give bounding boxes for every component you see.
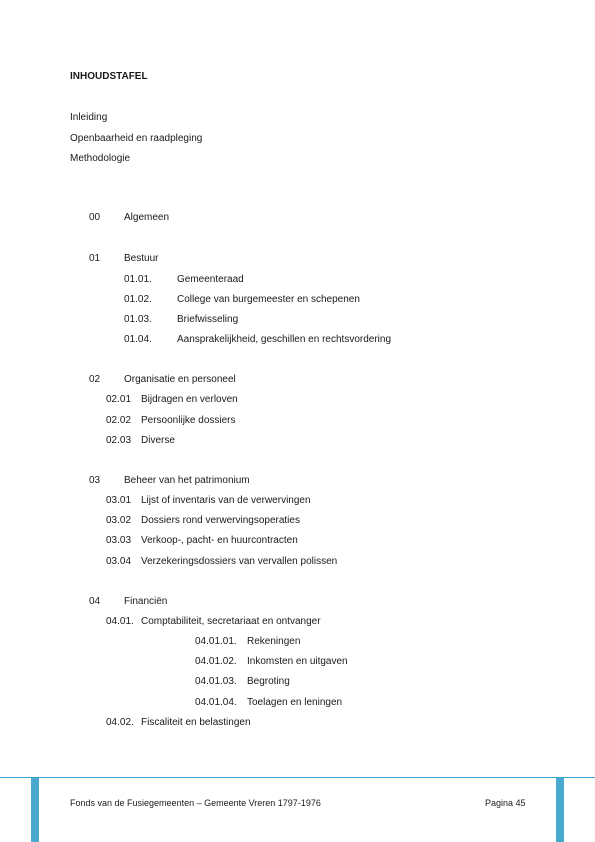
toc-subitem-number: 04.01.03. — [195, 676, 237, 687]
page-title: INHOUDSTAFEL — [70, 71, 148, 82]
toc-subitem-number: 04.01.01. — [195, 636, 237, 647]
toc-intro-methodologie: Methodologie — [70, 153, 131, 164]
toc-section-number: 02 — [89, 374, 101, 385]
toc-item-number: 01.04. — [124, 334, 152, 345]
toc-section-number: 04 — [89, 596, 101, 607]
toc-item-label: Gemeenteraad — [177, 274, 244, 285]
toc-item-label: Persoonlijke dossiers — [141, 415, 236, 426]
toc-item-label: Aansprakelijkheid, geschillen en rechtsvordering — [177, 334, 392, 345]
toc-section-number: 03 — [89, 475, 101, 486]
footer-page-number: Pagina 45 — [485, 798, 526, 808]
footer-divider — [0, 777, 595, 778]
toc-section-number: 00 — [89, 212, 101, 223]
toc-subitem-number: 04.01.04. — [195, 697, 237, 708]
toc-item-label: Verzekeringsdossiers van vervallen polissen — [141, 556, 338, 567]
toc-item-label: Briefwisseling — [177, 314, 239, 325]
toc-intro-inleiding: Inleiding — [70, 112, 108, 123]
toc-item-label: Diverse — [141, 435, 175, 446]
toc-subitem-label: Toelagen en leningen — [247, 697, 343, 708]
footer-title: Fonds van de Fusiegemeenten – Gemeente Vreren 1797-1976 — [70, 798, 321, 808]
toc-item-label: Comptabiliteit, secretariaat en ontvanger — [141, 616, 321, 627]
footer-right-bar — [556, 778, 564, 842]
toc-section-label: Bestuur — [124, 253, 159, 264]
toc-section-label: Beheer van het patrimonium — [124, 475, 250, 486]
toc-subitem-number: 04.01.02. — [195, 656, 237, 667]
toc-subitem-label: Inkomsten en uitgaven — [247, 656, 348, 667]
toc-section-number: 01 — [89, 253, 101, 264]
toc-item-number: 02.01 — [106, 394, 132, 405]
toc-item-number: 01.03. — [124, 314, 152, 325]
toc-intro-openbaarheid: Openbaarheid en raadpleging — [70, 133, 203, 144]
toc-item-number: 03.04 — [106, 556, 132, 567]
toc-item-number: 03.01 — [106, 495, 132, 506]
toc-section-label: Algemeen — [124, 212, 170, 223]
toc-section-label: Organisatie en personeel — [124, 374, 236, 385]
toc-item-number: 03.03 — [106, 535, 132, 546]
toc-item-number: 01.02. — [124, 294, 152, 305]
toc-item-number: 01.01. — [124, 274, 152, 285]
toc-item-number: 03.02 — [106, 515, 132, 526]
toc-item-number: 04.01. — [106, 616, 134, 627]
toc-item-label: Dossiers rond verwervingsoperaties — [141, 515, 300, 526]
toc-item-label: Lijst of inventaris van de verwervingen — [141, 495, 311, 506]
toc-item-number: 02.02 — [106, 415, 132, 426]
toc-item-label: College van burgemeester en schepenen — [177, 294, 360, 305]
toc-section-label: Financiën — [124, 596, 168, 607]
toc-subitem-label: Rekeningen — [247, 636, 301, 647]
toc-subitem-label: Begroting — [247, 676, 290, 687]
toc-item-label: Bijdragen en verloven — [141, 394, 238, 405]
toc-item-label: Verkoop-, pacht- en huurcontracten — [141, 535, 298, 546]
toc-item-number: 02.03 — [106, 435, 132, 446]
toc-item-label: Fiscaliteit en belastingen — [141, 717, 251, 728]
footer-left-bar — [31, 778, 39, 842]
toc-item-number: 04.02. — [106, 717, 134, 728]
